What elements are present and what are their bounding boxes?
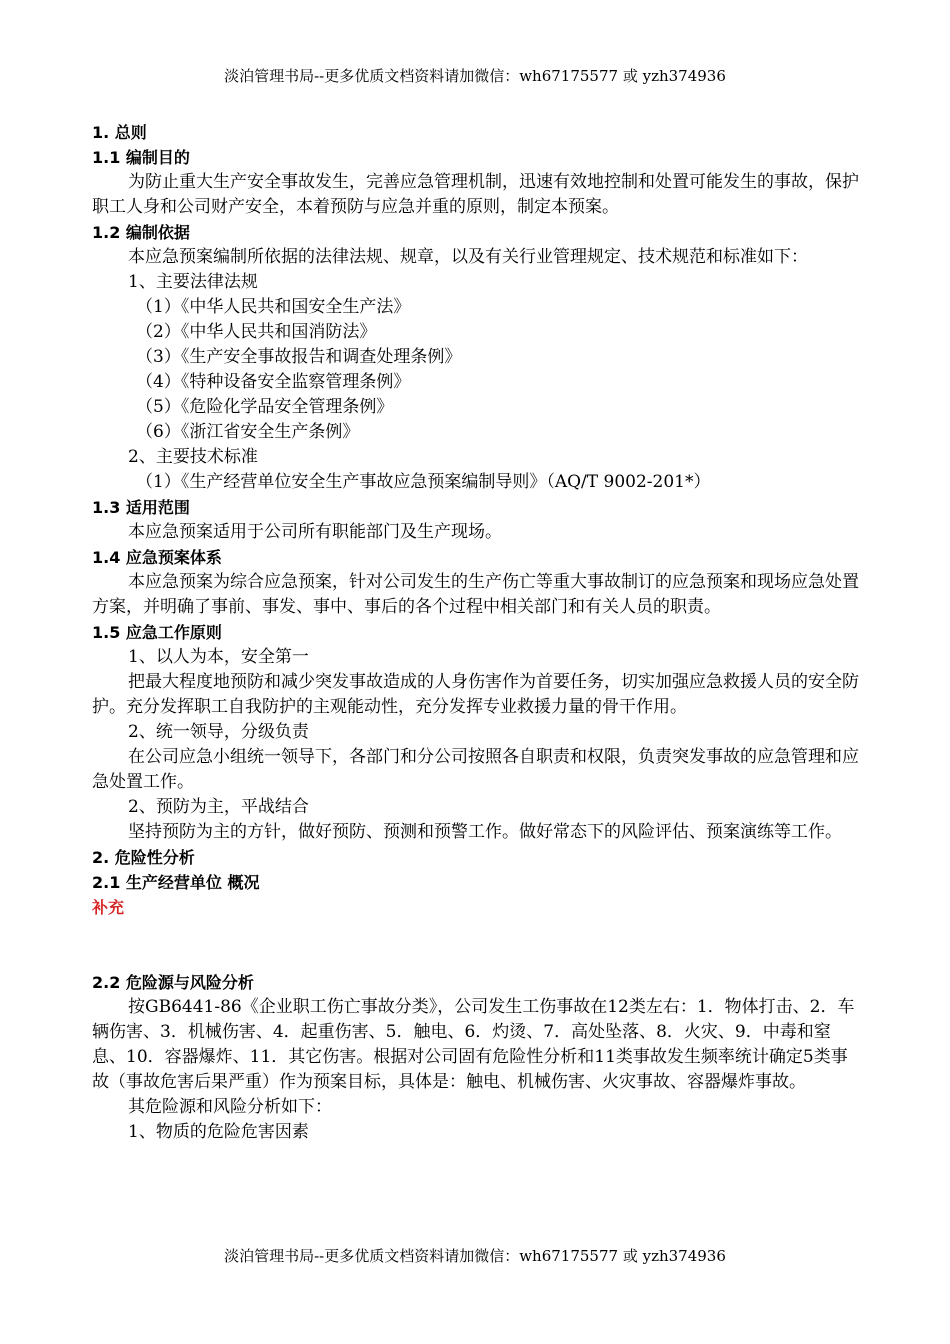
principle-3-title: 2、预防为主，平战结合 — [128, 797, 309, 817]
blank-space — [92, 920, 860, 970]
section-1-3-paragraph: 本应急预案适用于公司所有职能部门及生产现场。 — [128, 522, 502, 542]
section-1-heading: 1. 总则 — [92, 123, 147, 142]
law-item: （5）《危险化学品安全管理条例》 — [136, 397, 394, 417]
principle-2-text: 在公司应急小组统一领导下，各部门和分公司按照各自职责和权限，负责突发事故的应急管理和应急处置工作。 — [92, 747, 859, 792]
law-item: （4）《特种设备安全监察管理条例》 — [136, 372, 411, 392]
section-2-1-heading: 2.1 生产经营单位 概况 — [92, 873, 260, 892]
law-item: （1）《中华人民共和国安全生产法》 — [136, 297, 411, 317]
section-1-5-heading: 1.5 应急工作原则 — [92, 623, 222, 642]
section-2-2-intro: 其危险源和风险分析如下： — [128, 1097, 332, 1117]
law-item: （6）《浙江省安全生产条例》 — [136, 422, 360, 442]
laws-subheading: 1、主要法律法规 — [128, 272, 258, 292]
section-1-4-paragraph: 本应急预案为综合应急预案，针对公司发生的生产伤亡等重大事故制订的应急预案和现场应急处置方案，并明确了事前、事发、事中、事后的各个过程中相关部门和有关人员的职责。 — [92, 572, 859, 617]
section-1-3-heading: 1.3 适用范围 — [92, 498, 190, 517]
section-2-heading: 2. 危险性分析 — [92, 848, 195, 867]
principle-1-text: 把最大程度地预防和减少突发事故造成的人身伤害作为首要任务，切实加强应急救援人员的安全防护。充分发挥职工自我防护的主观能动性，充分发挥专业救援力量的骨干作用。 — [92, 672, 859, 717]
principle-2-title: 2、统一领导，分级负责 — [128, 722, 309, 742]
supplement-note: 补充 — [92, 898, 125, 917]
section-2-2-heading: 2.2 危险源与风险分析 — [92, 973, 254, 992]
section-1-2-heading: 1.2 编制依据 — [92, 223, 190, 242]
document-body — [92, 120, 860, 1145]
law-item: （2）《中华人民共和国消防法》 — [136, 322, 377, 342]
standard-item: （1）《生产经营单位安全生产事故应急预案编制导则》（AQ/T 9002-201*） — [136, 472, 711, 492]
principle-3-text: 坚持预防为主的方针，做好预防、预测和预警工作。做好常态下的风险评估、预案演练等工作。 — [128, 822, 842, 842]
page-footer: 淡泊管理书局--更多优质文档资料请加微信：wh67175577 或 yzh374936 — [224, 1247, 726, 1265]
standards-subheading: 2、主要技术标准 — [128, 447, 258, 467]
section-1-1-heading: 1.1 编制目的 — [92, 148, 190, 167]
law-item: （3）《生产安全事故报告和调查处理条例》 — [136, 347, 462, 367]
section-1-2-paragraph: 本应急预案编制所依据的法律法规、规章，以及有关行业管理规定、技术规范和标准如下： — [128, 247, 808, 267]
principle-1-title: 1、以人为本，安全第一 — [128, 647, 309, 667]
section-1-4-heading: 1.4 应急预案体系 — [92, 548, 222, 567]
page-header: 淡泊管理书局--更多优质文档资料请加微信：wh67175577 或 yzh374936 — [224, 67, 726, 85]
section-2-2-paragraph: 按GB6441-86《企业职工伤亡事故分类》，公司发生工伤事故在12类左右：1．物体打击、2．车辆伤害、3．机械伤害、4．起重伤害、5．触电、6．灼烫、7．高处坠落、8．火灾、9．中毒和窒息、10．容器爆炸、11．其它伤害。根据对公司固有危险性分析和11类事故发生频率统计确定5类事故（事故危害后果严重）作为预案目标，具体是：触电、机械伤害、火灾事故、容器爆炸事故。 — [92, 997, 855, 1092]
section-1-1-paragraph: 为防止重大生产安全事故发生，完善应急管理机制，迅速有效地控制和处置可能发生的事故，保护职工人身和公司财产安全，本着预防与应急并重的原则，制定本预案。 — [92, 172, 859, 217]
section-2-2-item: 1、物质的危险危害因素 — [128, 1122, 309, 1142]
